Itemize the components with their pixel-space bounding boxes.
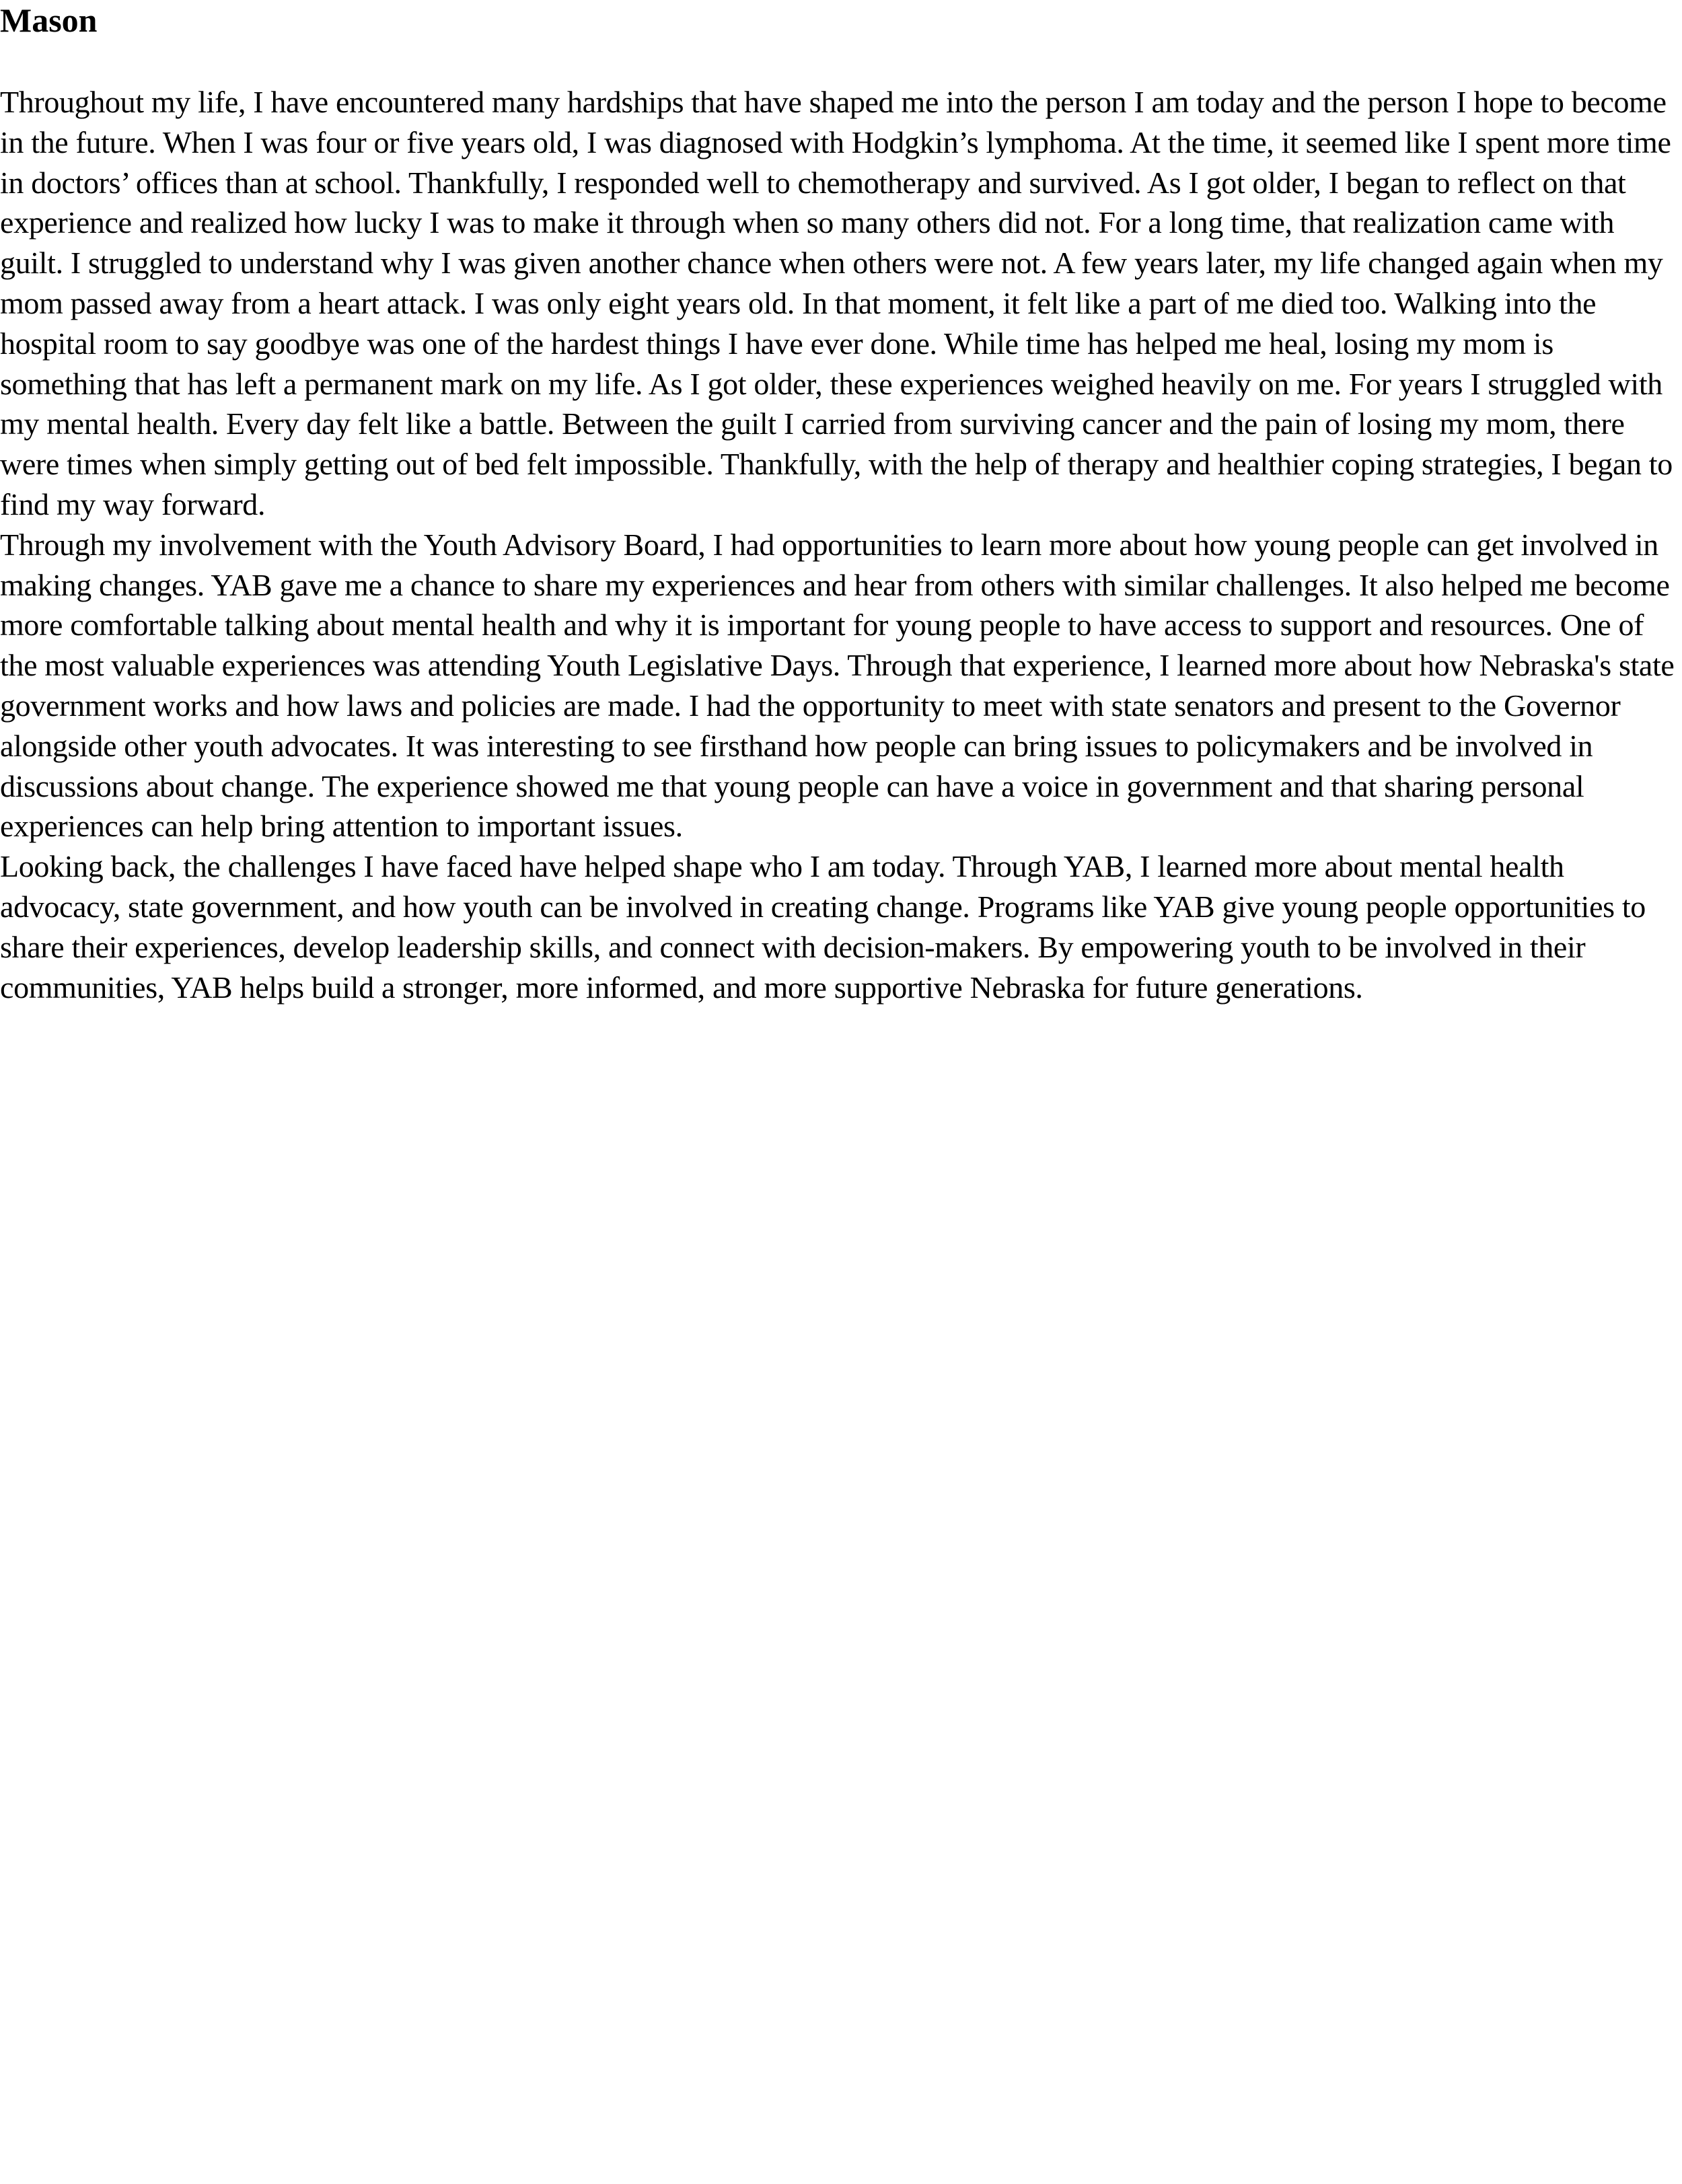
paragraph-2: Through my involvement with the Youth Advisory Board, I had opportunities to learn more about how young people can get involved in making changes. YAB gave me a chance to share my experiences and hear from others with similar challenges. It also helped me become more comfortable talking about mental health and why it is important for young people to have access to support and resources. One of the most valuable experiences was attending Youth Legislative Days. Through that experience, I learned more about how Nebraska's state government works and how laws and policies are made. I had the opportunity to meet with state senators and present to the Governor alongside other youth advocates. It was interesting to see firsthand how people can bring issues to policymakers and be involved in discussions about change. The experience showed me that young people can have a voice in government and that sharing personal experiences can help bring attention to important issues. <box>0 527 1675 844</box>
document-body <box>0 82 1675 1007</box>
document-page <box>0 0 1675 1007</box>
document-title: Mason <box>0 1 98 39</box>
paragraph-1: Throughout my life, I have encountered many hardships that have shaped me into the person I am today and the person I hope to become in the future. When I was four or five years old, I was diagnosed with Hodgkin’s lymphoma. At the time, it seemed like I spent more time in doctors’ offices than at school. Thankfully, I responded well to chemotherapy and survived. As I got older, I began to reflect on that experience and realized how lucky I was to make it through when so many others did not. For a long time, that realization came with guilt. I struggled to understand why I was given another chance when others were not. A few years later, my life changed again when my mom passed away from a heart attack. I was only eight years old. In that moment, it felt like a part of me died too. Walking into the hospital room to say goodbye was one of the hardest things I have ever done. While time has helped me heal, losing my mom is something that has left a permanent mark on my life. As I got older, these experiences weighed heavily on me. For years I struggled with my mental health. Every day felt like a battle. Between the guilt I carried from surviving cancer and the pain of losing my mom, there were times when simply getting out of bed felt impossible. Thankfully, with the help of therapy and healthier coping strategies, I began to find my way forward. <box>0 85 1673 521</box>
paragraph-3: Looking back, the challenges I have faced have helped shape who I am today. Through YAB, I learned more about mental health advocacy, state government, and how youth can be involved in creating change. Programs like YAB give young people opportunities to share their experiences, develop leadership skills, and connect with decision-makers. By empowering youth to be involved in their communities, YAB helps build a stronger, more informed, and more supportive Nebraska for future generations. <box>0 849 1646 1005</box>
